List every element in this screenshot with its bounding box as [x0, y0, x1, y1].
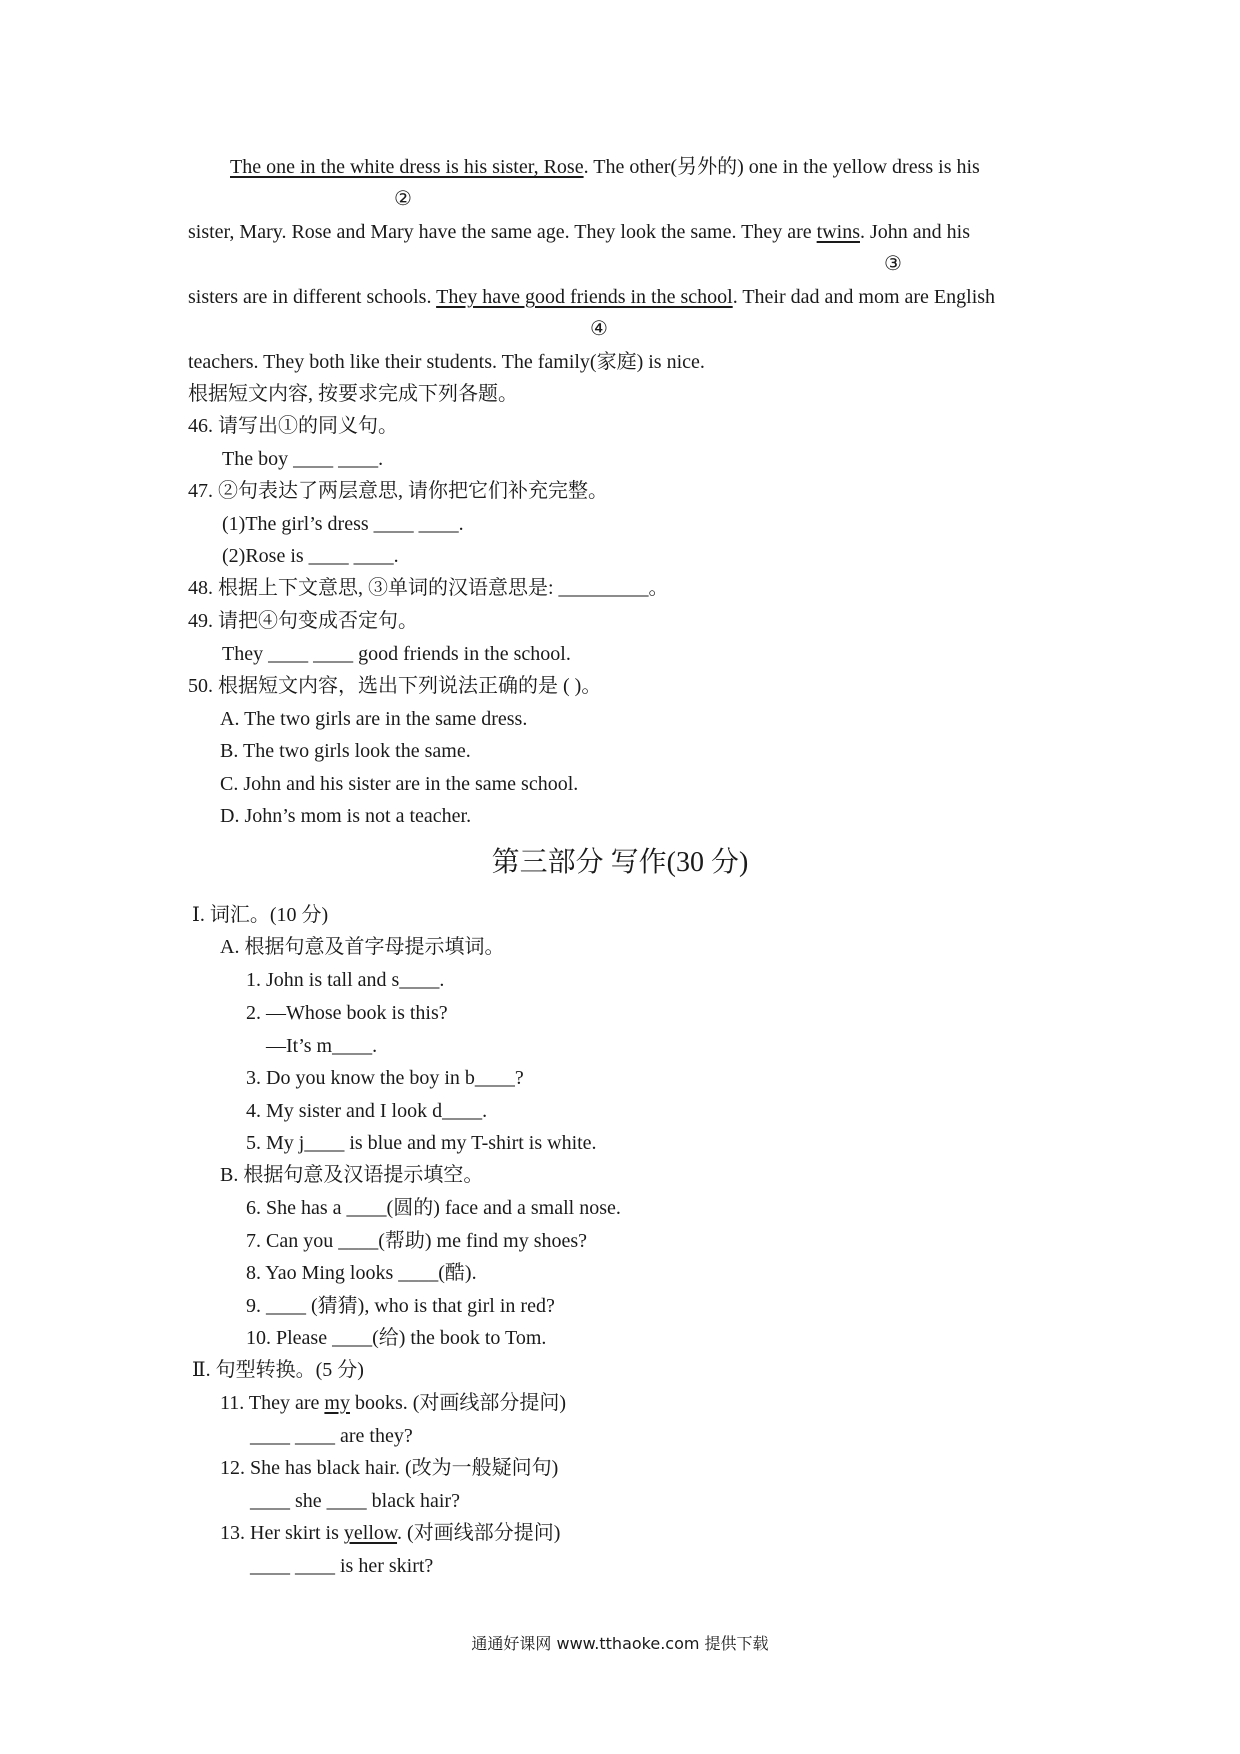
vocab-b-item-8: 8. Yao Ming looks ____(酷).	[246, 1262, 477, 1284]
q50-option-d: D. John’s mom is not a teacher.	[220, 805, 472, 827]
underlined-word-my: my	[324, 1392, 350, 1414]
vocab-b-item-6: 6. She has a ____(圆的) face and a small nose.	[246, 1197, 621, 1219]
vocab-heading: Ⅰ. 词汇。(10 分)	[192, 904, 329, 926]
vocab-b-item-7: 7. Can you ____(帮助) me find my shoes?	[246, 1230, 588, 1252]
instruction: 根据短文内容, 按要求完成下列各题。	[188, 383, 518, 405]
vocab-b-item-10: 10. Please ____(给) the book to Tom.	[246, 1327, 547, 1349]
q11-stem: 11. They are my books. (对画线部分提问)	[220, 1392, 567, 1414]
q50-option-c: C. John and his sister are in the same school.	[220, 773, 579, 795]
underlined-sentence-2: The one in the white dress is his sister, Rose	[230, 156, 584, 178]
marker-2: ②	[394, 186, 412, 210]
q11-answer: ____ ____ are they?	[250, 1425, 413, 1447]
q12-stem: 12. She has black hair. (改为一般疑问句)	[220, 1457, 559, 1479]
vocab-a-item-3: 3. Do you know the boy in b____?	[246, 1067, 524, 1089]
q46-stem: 46. 请写出①的同义句。	[188, 415, 398, 437]
q46-answer: The boy ____ ____.	[222, 448, 384, 470]
q13-stem: 13. Her skirt is yellow. (对画线部分提问)	[220, 1522, 561, 1544]
vocab-a-item-5: 5. My j____ is blue and my T-shirt is white.	[246, 1132, 597, 1154]
underlined-word-yellow: yellow	[343, 1522, 398, 1544]
vocab-a-item-2-reply: —It’s m____.	[266, 1035, 378, 1057]
q12-answer: ____ she ____ black hair?	[250, 1490, 460, 1512]
underlined-word-twins: twins	[816, 221, 860, 243]
q47-stem: 47. ②句表达了两层意思, 请你把它们补充完整。	[188, 480, 608, 502]
vocab-b-item-9: 9. ____ (猜猜), who is that girl in red?	[246, 1295, 555, 1317]
q49-answer: They ____ ____ good friends in the school.	[222, 643, 571, 665]
vocab-b-heading: B. 根据句意及汉语提示填空。	[220, 1164, 484, 1186]
marker-4: ④	[590, 316, 608, 340]
q49-stem: 49. 请把④句变成否定句。	[188, 610, 418, 632]
vocab-a-item-1: 1. John is tall and s____.	[246, 969, 445, 991]
q47-answer-2: (2)Rose is ____ ____.	[222, 545, 399, 567]
q47-answer-1: (1)The girl’s dress ____ ____.	[222, 513, 464, 535]
vocab-a-item-4: 4. My sister and I look d____.	[246, 1100, 488, 1122]
vocab-a-heading: A. 根据句意及首字母提示填词。	[220, 936, 505, 958]
passage-line-1: The one in the white dress is his sister, Rose. The other(另外的) one in the yellow dress is his	[230, 156, 980, 178]
q50-stem: 50. 根据短文内容，选出下列说法正确的是 ( )。	[188, 675, 602, 697]
underlined-sentence-4: They have good friends in the school	[436, 286, 733, 308]
q13-answer: ____ ____ is her skirt?	[250, 1555, 434, 1577]
section-title: 第三部分 写作(30 分)	[491, 847, 749, 878]
passage-line-2: sister, Mary. Rose and Mary have the same age. They look the same. They are twins. John and his	[188, 221, 970, 243]
q48-stem: 48. 根据上下文意思, ③单词的汉语意思是: _________。	[188, 577, 669, 599]
vocab-a-item-2: 2. —Whose book is this?	[246, 1002, 448, 1024]
passage-line-4: teachers. They both like their students. The family(家庭) is nice.	[188, 351, 705, 373]
q50-option-b: B. The two girls look the same.	[220, 740, 471, 762]
q50-option-a: A. The two girls are in the same dress.	[220, 708, 528, 730]
transform-heading: Ⅱ. 句型转换。(5 分)	[192, 1359, 364, 1381]
footer: 通通好课网 www.tthaoke.com 提供下载	[471, 1634, 769, 1653]
marker-3: ③	[884, 251, 902, 275]
passage-line-3: sisters are in different schools. They have good friends in the school. Their dad and mom are English	[188, 286, 996, 308]
